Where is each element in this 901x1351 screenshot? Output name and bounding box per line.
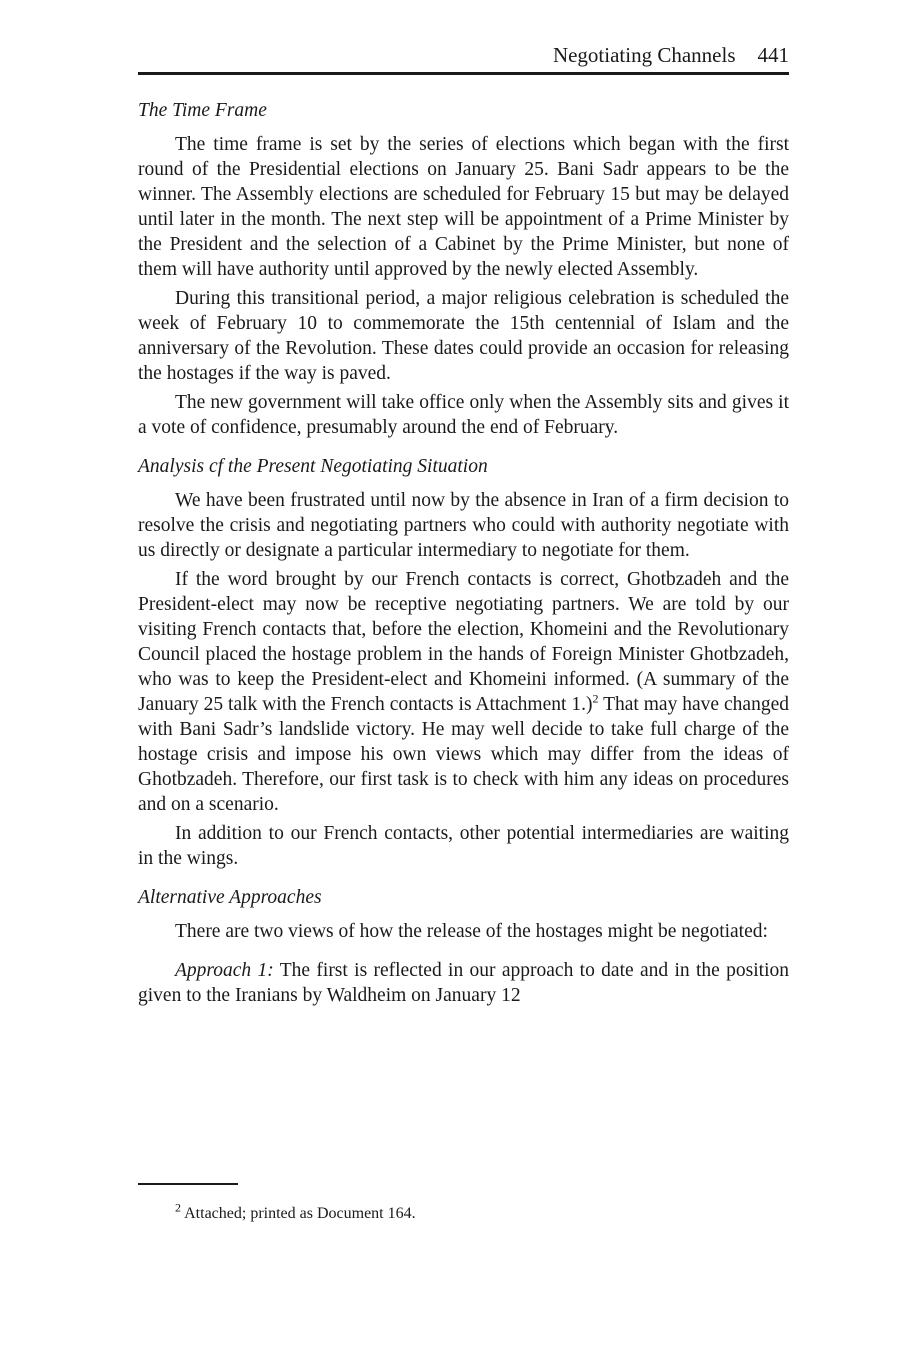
paragraph: In addition to our French contacts, other potential intermediaries are waiting in the wings.: [138, 823, 789, 869]
paragraph: We have been frustrated until now by the absence in Iran of a firm decision to resolve the crisis and negotiating partners who could with authority negotiate with us directly or designate a particular intermediary to negotiate for them.: [138, 490, 789, 561]
running-title: Negotiating Channels: [552, 43, 736, 67]
footnote-reference: 2: [592, 691, 599, 706]
footnote-marker: 2: [175, 1200, 181, 1215]
paragraph: During this transitional period, a major religious celebration is scheduled the week of February 10 to commemorate the 15th centennial of Islam and the anniversary of the Revolution. These dates could provide an occasion for releasing the hostages if the way is paved.: [138, 288, 789, 384]
paragraph-text: The first is reflected in our approach to date and in the position given to the Iranians by Waldheim on January 12: [138, 960, 789, 1006]
paragraph-text: That may have changed with Bani Sadr’s landslide victory. He may well decide to take full charge of the hostage crisis and impose his own views which may differ from the ideas of Ghotbzadeh. Therefore, our first task is to check with him any ideas on procedures and on a scenario.: [138, 694, 789, 815]
footnote: [175, 1200, 416, 1223]
paragraph: The new government will take office only when the Assembly sits and gives it a vote of confidence, presumably around the end of February.: [138, 392, 789, 438]
page-number: 441: [757, 43, 789, 67]
paragraph: There are two views of how the release of the hostages might be negotiated:: [175, 921, 768, 942]
approach-label: Approach 1:: [175, 960, 274, 981]
footnote-rule: [138, 1183, 238, 1185]
paragraph-with-footnote: [138, 567, 789, 817]
paragraph: The time frame is set by the series of elections which began with the first round of the Presidential elections on January 25. Bani Sadr appears to be the winner. The Assembly elections are scheduled for February 15 but may be delayed until later in the month. The next step will be appointment of a Prime Minister by the President and the selection of a Cabinet by the Prime Minister, but none of them will have authority until approved by the newly elected Assembly.: [138, 134, 789, 280]
running-header: [138, 36, 789, 75]
section-heading-alternatives: Alternative Approaches: [138, 887, 322, 908]
paragraph-text: If the word brought by our French contacts is correct, Ghotbzadeh and the President-elect may now be receptive negotiating partners. We are told by our visiting French contacts that, before the election, Khomeini and the Revolutionary Council placed the hostage problem in the hands of Foreign Minister Ghotbzadeh, who was to keep the President-elect and Khomeini informed. (A summary of the January 25 talk with the French contacts is Attachment 1.): [138, 569, 789, 715]
page-body: [138, 98, 789, 1012]
footnote-text: Attached; printed as Document 164.: [181, 1205, 416, 1222]
paragraph-approach-1: [138, 958, 789, 1008]
section-heading-time-frame: The Time Frame: [138, 100, 267, 121]
section-heading-analysis: Analysis cf the Present Negotiating Situation: [138, 456, 488, 477]
